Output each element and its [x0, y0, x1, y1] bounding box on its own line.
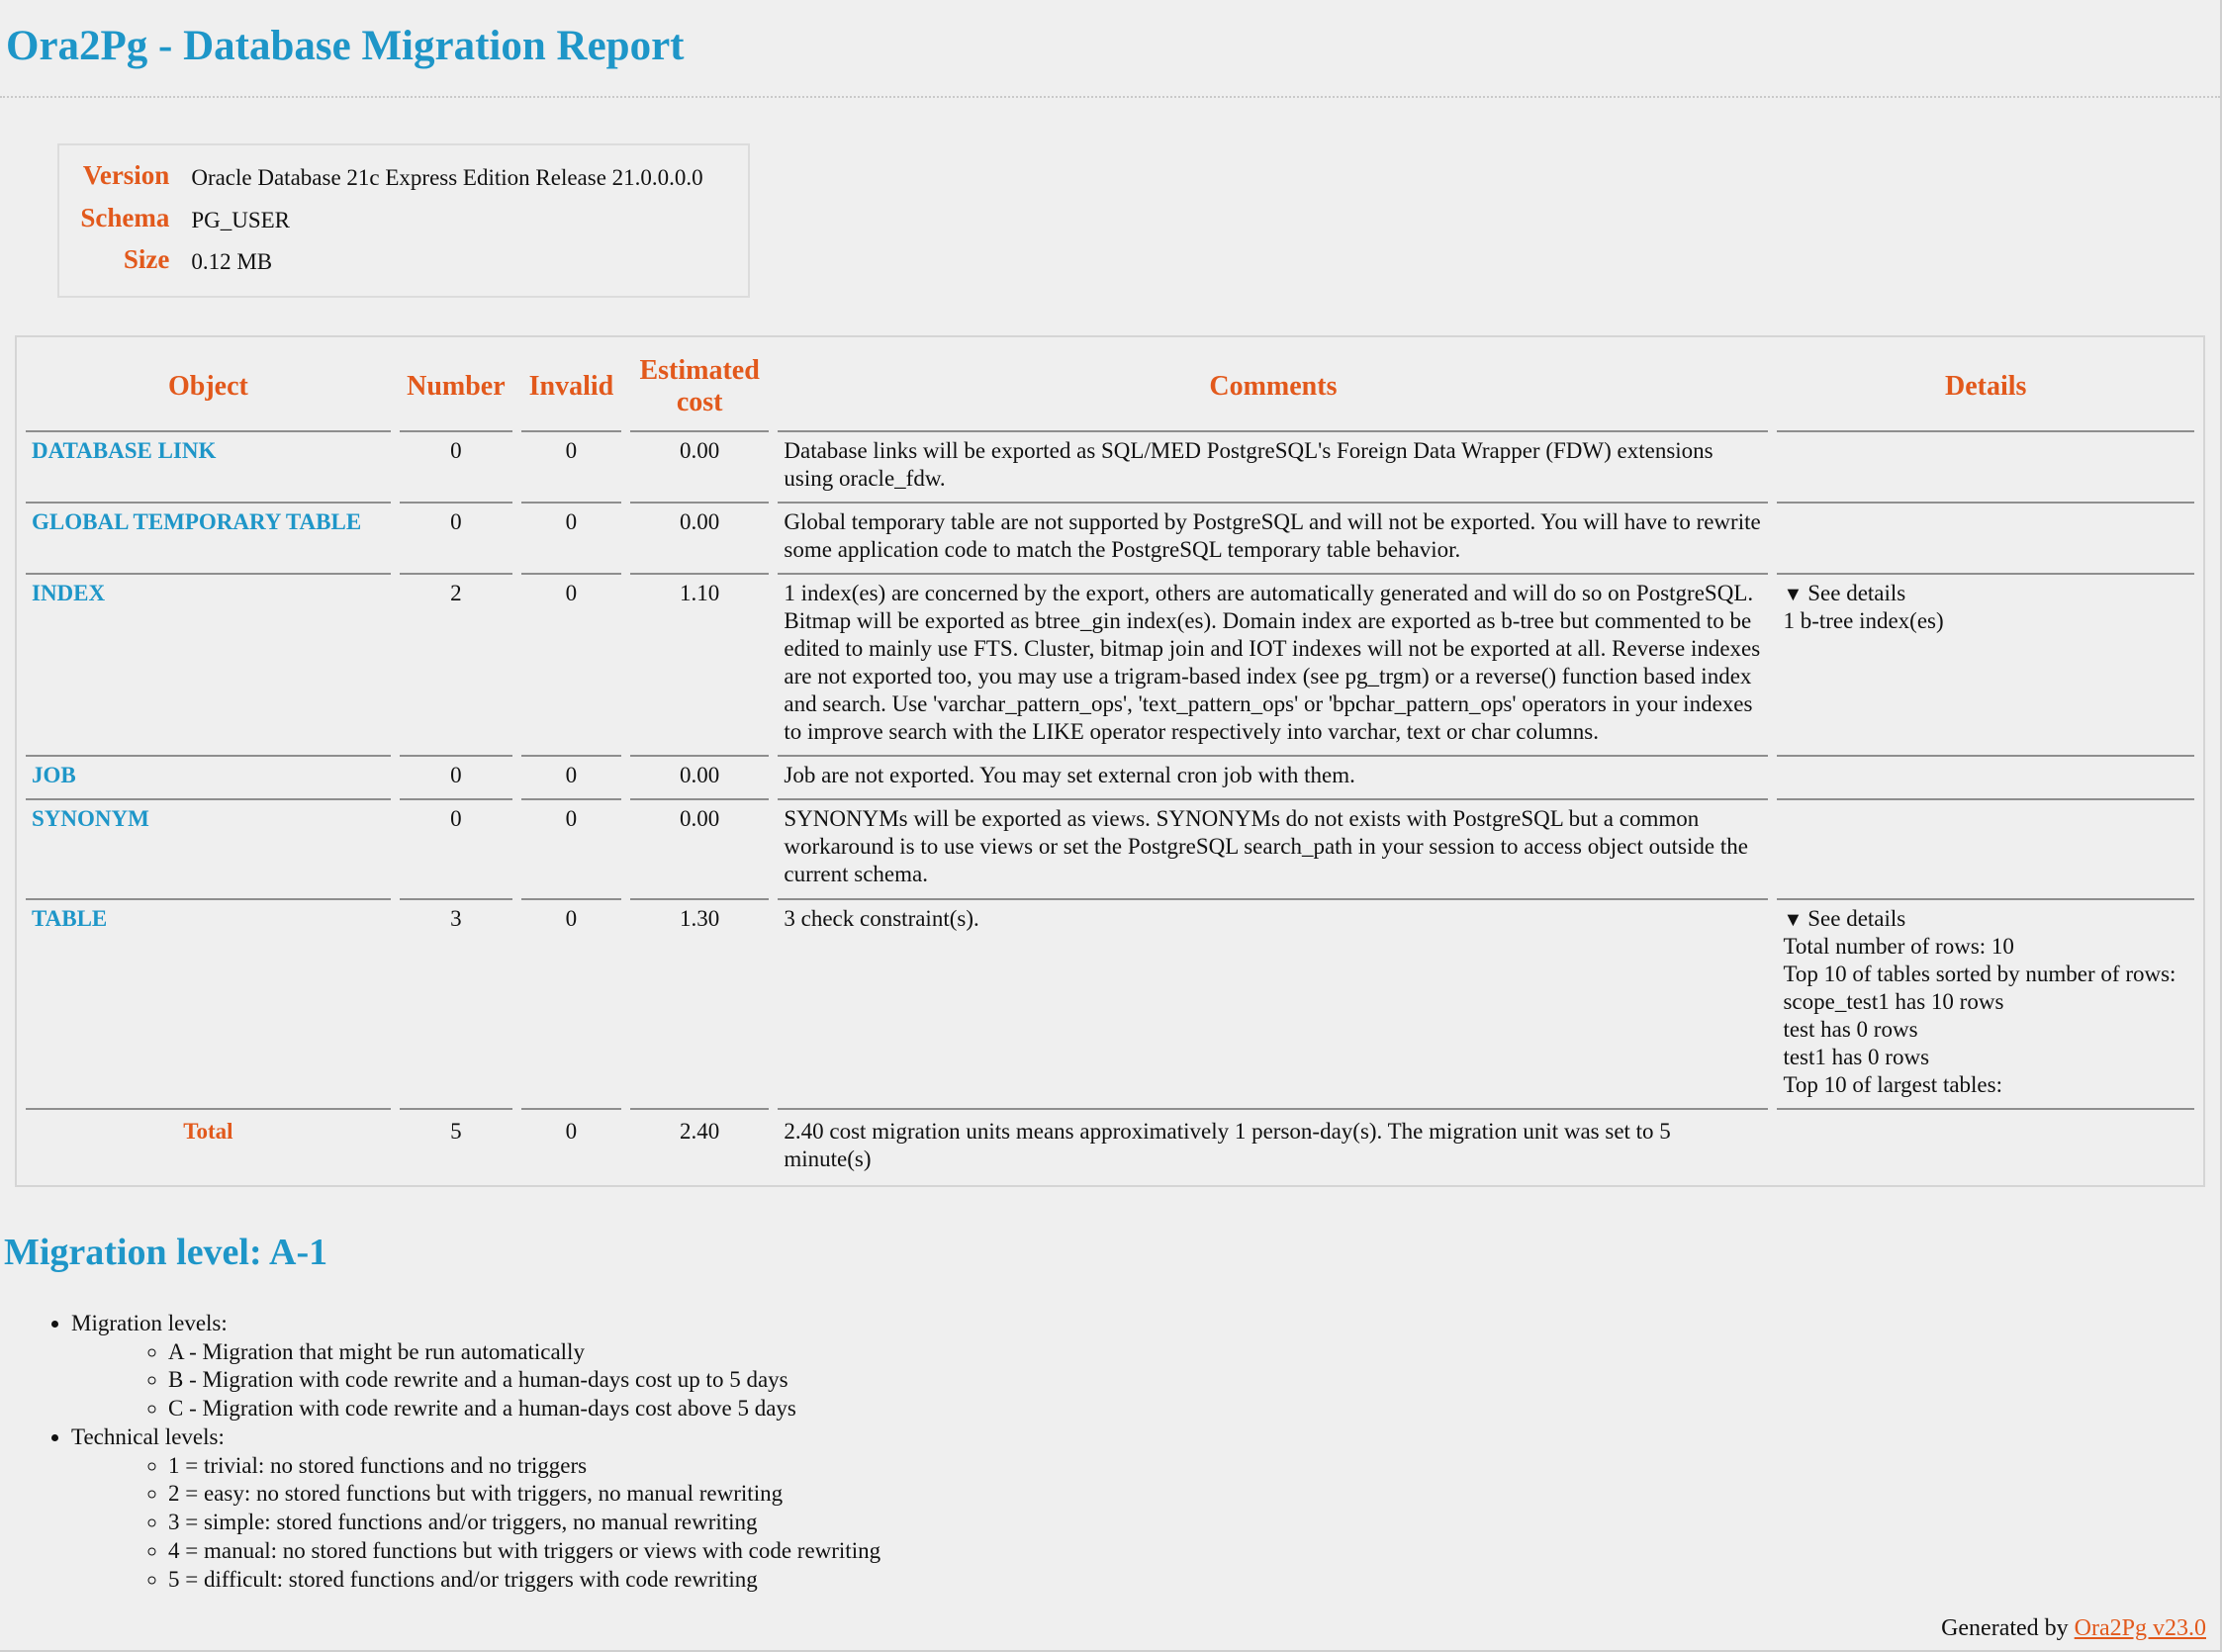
number-cell: 2 [400, 575, 512, 757]
see-details-toggle[interactable] [1783, 905, 2188, 933]
table-row [26, 432, 2194, 504]
invalid-cell: 0 [521, 432, 621, 504]
detail-line: test has 0 rows [1783, 1016, 1918, 1042]
info-value-size: 0.12 MB [191, 249, 273, 274]
info-label-schema: Schema [80, 202, 170, 232]
estimated-cost-cell: 0.00 [630, 432, 769, 504]
total-cost: 2.40 [680, 1118, 720, 1144]
detail-line: test1 has 0 rows [1783, 1044, 1930, 1069]
object-link[interactable]: DATABASE LINK [32, 437, 217, 463]
column-header-details: Details [1777, 337, 2194, 432]
object-cell [26, 800, 391, 899]
table-row [26, 757, 2194, 800]
number-cell: 0 [400, 432, 512, 504]
info-value-version: Oracle Database 21c Express Edition Release 21.0.0.0.0 [191, 165, 703, 190]
object-link[interactable]: TABLE [32, 905, 108, 931]
migration-level-heading: Migration level: A-1 [4, 1231, 328, 1273]
db-info-box [57, 143, 750, 298]
list-item: ◦ A - Migration that might be run automatically [168, 1338, 2220, 1367]
list-item: ◦ C - Migration with code rewrite and a human-days cost above 5 days [168, 1395, 2220, 1423]
object-link[interactable]: SYNONYM [32, 806, 149, 832]
comments-cell: 1 index(es) are concerned by the export, others are automatically generated and will do so on PostgreSQL. Bitmap will be exported as btree_gin index(es). Domain index are exported as b-tree but commented to be edited to mainly use FTS. Cluster, bitmap join and IOT indexes will not be exported at all. Reverse indexes are not exported too, you may use a trigram-based index (see pg_trgm) or a reverse() function based index and search. Use 'varchar_pattern_ops', 'text_pattern_ops' or 'bpchar_pattern_ops' operators in your indexes to improve search with the LIKE operator respectively into varchar, text or char columns. [778, 575, 1768, 757]
column-header-number: Number [400, 337, 512, 432]
object-cell [26, 504, 391, 575]
invalid-cell: 0 [521, 575, 621, 757]
number-cell: 3 [400, 900, 512, 1110]
table-header-row [26, 337, 2194, 432]
details-cell [1777, 575, 2194, 757]
list-item: ◦ 3 = simple: stored functions and/or triggers, no manual rewriting [168, 1509, 2220, 1537]
details-cell [1777, 757, 2194, 800]
object-cell [26, 575, 391, 757]
object-cell [26, 757, 391, 800]
ora2pg-version-link[interactable]: Ora2Pg v23.0 [2074, 1615, 2206, 1642]
migration-levels-list [0, 1310, 2220, 1595]
estimated-cost-cell: 0.00 [630, 800, 769, 899]
detail-line: 1 b-tree index(es) [1783, 608, 1944, 634]
table-row [26, 900, 2194, 1110]
invalid-cell: 0 [521, 504, 621, 575]
detail-line: Top 10 of largest tables: [1783, 1071, 2002, 1097]
number-cell: 0 [400, 504, 512, 575]
estimated-cost-cell: 0.00 [630, 757, 769, 800]
column-header-object: Object [26, 337, 391, 432]
page-title: Ora2Pg - Database Migration Report [0, 0, 2220, 98]
invalid-cell: 0 [521, 800, 621, 899]
table-row [26, 575, 2194, 757]
migration-levels-sublist [71, 1338, 2220, 1423]
column-header-comments: Comments [778, 337, 1768, 432]
detail-line: Total number of rows: 10 [1783, 933, 2014, 959]
invalid-cell: 0 [521, 900, 621, 1110]
estimated-cost-cell: 1.10 [630, 575, 769, 757]
total-label: Total [183, 1118, 233, 1144]
details-cell [1777, 504, 2194, 575]
info-label-size: Size [123, 244, 170, 274]
total-comments: 2.40 cost migration units means approximatively 1 person-day(s). The migration unit was set to 5 minute(s) [784, 1118, 1671, 1171]
triangle-down-icon: ▼ [1783, 584, 1808, 606]
total-row [26, 1110, 2194, 1185]
group-label: Technical levels: [71, 1423, 225, 1449]
details-cell [1777, 900, 2194, 1110]
details-cell [1777, 432, 2194, 504]
object-cell [26, 432, 391, 504]
comments-cell: Job are not exported. You may set external cron job with them. [778, 757, 1768, 800]
footer-text: Generated by [1941, 1615, 2069, 1642]
object-table-body [26, 432, 2194, 1110]
see-details-toggle[interactable] [1783, 580, 2188, 607]
footer [0, 1615, 2206, 1642]
detail-line: scope_test1 has 10 rows [1783, 988, 2004, 1014]
list-item: ◦ 5 = difficult: stored functions and/or triggers with code rewriting [168, 1566, 2220, 1595]
list-item: ◦ B - Migration with code rewrite and a human-days cost up to 5 days [168, 1366, 2220, 1395]
list-item-group [71, 1310, 2220, 1423]
comments-cell: Database links will be exported as SQL/MED PostgreSQL's Foreign Data Wrapper (FDW) extensions using oracle_fdw. [778, 432, 1768, 504]
list-item: ◦ 2 = easy: no stored functions but with triggers, no manual rewriting [168, 1480, 2220, 1509]
total-details [1777, 1110, 2194, 1185]
see-details-label: See details [1807, 905, 1906, 931]
comments-cell: 3 check constraint(s). [778, 900, 1768, 1110]
comments-cell: Global temporary table are not supported by PostgreSQL and will not be exported. You will have to rewrite some application code to match the PostgreSQL temporary table behavior. [778, 504, 1768, 575]
estimated-cost-cell: 1.30 [630, 900, 769, 1110]
object-cell [26, 900, 391, 1110]
technical-levels-sublist [71, 1452, 2220, 1595]
column-header-invalid: Invalid [521, 337, 621, 432]
estimated-cost-cell: 0.00 [630, 504, 769, 575]
info-label-version: Version [82, 160, 170, 190]
details-cell [1777, 800, 2194, 899]
list-item-group [71, 1423, 2220, 1595]
total-number: 5 [450, 1118, 462, 1144]
detail-line: Top 10 of tables sorted by number of rows: [1783, 961, 2176, 986]
column-header-estimated-cost: Estimated cost [630, 337, 769, 432]
info-value-schema: PG_USER [191, 207, 291, 232]
total-invalid: 0 [565, 1118, 578, 1144]
list-item: ◦ 4 = manual: no stored functions but with triggers or views with code rewriting [168, 1537, 2220, 1566]
number-cell: 0 [400, 757, 512, 800]
table-row [26, 504, 2194, 575]
triangle-down-icon: ▼ [1783, 908, 1808, 931]
invalid-cell: 0 [521, 757, 621, 800]
object-link[interactable]: JOB [32, 763, 76, 788]
list-item: ◦ 1 = trivial: no stored functions and no triggers [168, 1452, 2220, 1481]
comments-cell: SYNONYMs will be exported as views. SYNONYMs do not exists with PostgreSQL but a common workaround is to use views or set the PostgreSQL search_path in your session to access object outside the current schema. [778, 800, 1768, 899]
see-details-label: See details [1807, 581, 1906, 606]
group-label: Migration levels: [71, 1310, 228, 1335]
object-link[interactable]: INDEX [32, 581, 106, 606]
migration-report-table [15, 335, 2205, 1187]
table-row [26, 800, 2194, 899]
object-link[interactable]: GLOBAL TEMPORARY TABLE [32, 508, 362, 534]
number-cell: 0 [400, 800, 512, 899]
